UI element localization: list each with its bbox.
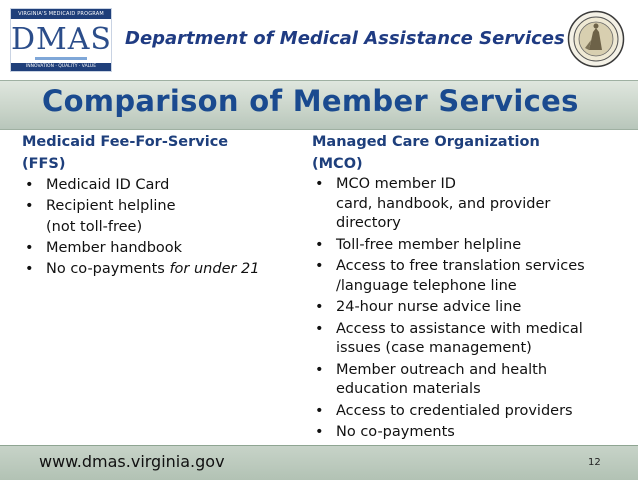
list-item	[22, 175, 302, 196]
item-text: Access to credentialed providers	[336, 402, 573, 419]
list-item	[312, 402, 632, 422]
bullet-icon: •	[315, 320, 324, 337]
item-text: 24-hour nurse advice line	[336, 299, 522, 315]
item-text: education materials	[336, 381, 481, 397]
item-text: MCO member ID	[336, 176, 456, 192]
item-subtext: (not toll-free)	[46, 219, 143, 235]
dmas-logo	[10, 8, 112, 72]
list-item	[22, 259, 302, 280]
bullet-icon: •	[315, 236, 324, 253]
bullet-icon: •	[315, 299, 324, 315]
item-text: Medicaid ID Card	[46, 177, 170, 193]
ffs-heading-line1: Medicaid Fee-For-Service	[22, 134, 229, 150]
logo-top-band: VIRGINIA'S MEDICAID PROGRAM	[11, 9, 111, 19]
list-item	[312, 236, 632, 256]
item-text: /language telephone line	[336, 277, 517, 294]
list-item	[312, 423, 632, 443]
item-text: No co-payments	[336, 424, 455, 440]
mco-heading-line1: Managed Care Organization	[312, 134, 540, 150]
list-item	[312, 361, 632, 400]
page-number: 12	[588, 457, 601, 468]
item-text: Access to assistance with medical	[336, 320, 583, 337]
virginia-state-seal-icon	[567, 10, 625, 68]
list-item	[22, 238, 302, 259]
item-text: No co-payments	[46, 261, 170, 277]
bullet-icon: •	[25, 198, 34, 214]
bullet-icon: •	[25, 177, 34, 193]
slide-title: Comparison of Member Services	[42, 84, 579, 118]
item-text: issues (case management)	[336, 340, 532, 356]
list-item	[312, 257, 632, 296]
item-text: Recipient helpline	[46, 198, 176, 214]
list-item	[312, 320, 632, 359]
footer-url[interactable]: www.dmas.virginia.gov	[39, 452, 225, 471]
item-text: Member outreach and health	[336, 361, 548, 378]
item-emphasis: for under 21	[169, 261, 260, 277]
list-item	[22, 196, 302, 238]
logo-bottom-band: INNOVATION · QUALITY · VALUE	[11, 63, 111, 71]
bullet-icon: •	[25, 261, 34, 277]
bullet-icon: •	[315, 402, 324, 419]
mco-heading-line2: (MCO)	[312, 156, 363, 172]
list-item	[312, 175, 632, 234]
mco-column	[312, 131, 632, 445]
ffs-heading-line2: (FFS)	[22, 156, 66, 172]
ffs-column	[22, 131, 302, 280]
mco-list	[312, 175, 632, 443]
bullet-icon: •	[315, 424, 324, 440]
ffs-list	[22, 175, 302, 280]
list-item	[312, 298, 632, 318]
bullet-icon: •	[315, 361, 324, 378]
department-name: Department of Medical Assistance Services	[125, 28, 565, 49]
bullet-icon: •	[315, 176, 324, 192]
bullet-icon: •	[315, 258, 324, 274]
logo-wordmark: DMAS	[11, 22, 112, 57]
item-text: card, handbook, and provider	[336, 195, 551, 212]
slide-header	[0, 0, 638, 80]
item-text: Access to free translation services	[336, 258, 585, 274]
logo-state-shape	[35, 57, 87, 60]
item-text: Toll-free member helpline	[336, 236, 522, 253]
item-text: Member handbook	[46, 240, 183, 256]
item-text: directory	[336, 215, 401, 231]
bullet-icon: •	[25, 240, 34, 256]
